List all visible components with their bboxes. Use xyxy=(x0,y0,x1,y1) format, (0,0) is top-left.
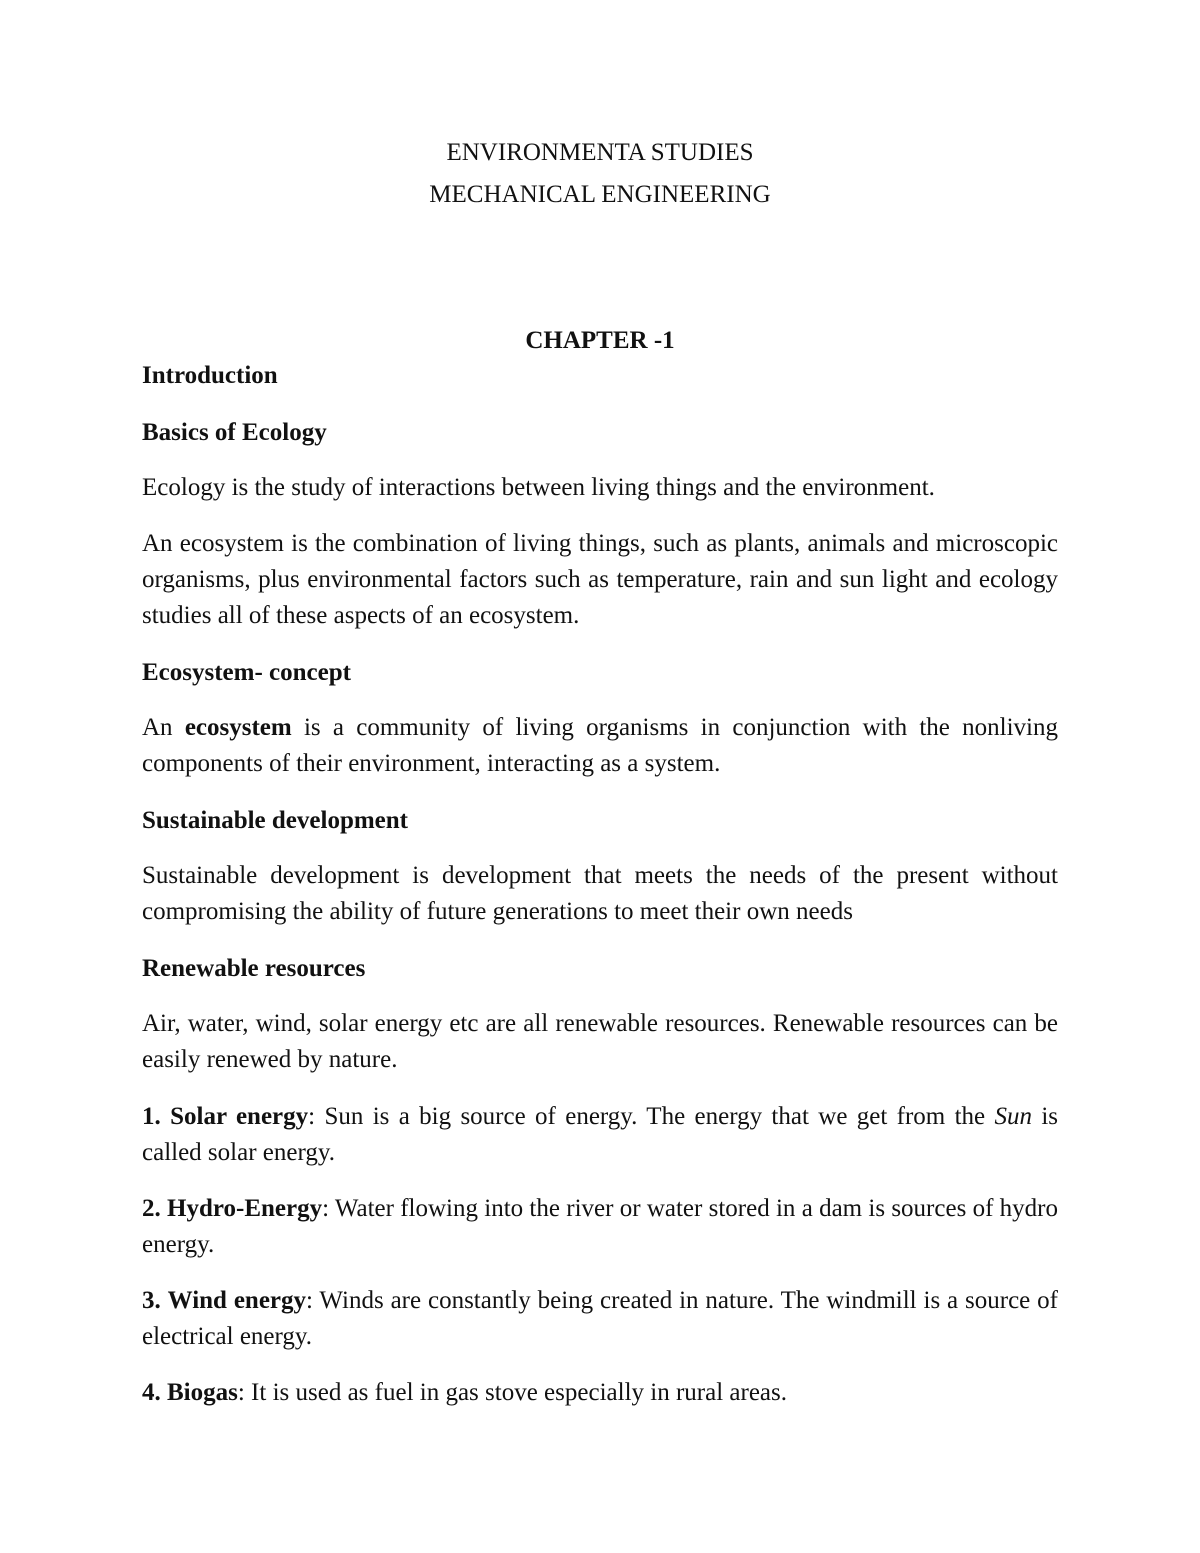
renewable-resources-heading: Renewable resources xyxy=(142,955,366,982)
list-item-term: Solar energy xyxy=(170,1103,309,1130)
document-title-line-1: ENVIRONMENTA STUDIES xyxy=(446,139,754,166)
ecology-definition-paragraph: Ecology is the study of interactions between living things and the environment. xyxy=(142,474,935,501)
sustainable-development-paragraph: Sustainable development is development that meets the needs of the present without compromising the ability of future generations to meet their own needs xyxy=(142,862,1058,925)
list-item-italic: Sun xyxy=(994,1103,1032,1130)
list-item-text: : It is used as fuel in gas stove especially in rural areas. xyxy=(237,1379,787,1406)
ecosystem-bold-term: ecosystem xyxy=(184,714,292,741)
ecosystem-concept-paragraph xyxy=(142,710,1058,782)
list-item-number: 3. xyxy=(142,1287,161,1314)
list-item-solar-energy xyxy=(142,1099,1058,1171)
list-item-number: 1. xyxy=(142,1103,161,1130)
introduction-heading: Introduction xyxy=(142,362,278,389)
list-item-text: : Sun is a big source of energy. The energy that we get from the xyxy=(308,1103,995,1130)
list-item-term: Wind energy xyxy=(167,1287,307,1314)
ecosystem-concept-heading: Ecosystem- concept xyxy=(142,659,351,686)
list-item-number: 4. xyxy=(142,1379,161,1406)
list-item-text: : Water flowing into the river or water stored in a dam is sources of hydro energy. xyxy=(142,1195,1058,1258)
list-item-text: : Winds are constantly being created in nature. The windmill is a source of electrical energy. xyxy=(142,1287,1058,1350)
ecosystem-combination-paragraph: An ecosystem is the combination of living things, such as plants, animals and microscopic organisms, plus environmental factors such as temperature, rain and sun light and ecology studies all of these aspects of an ecosystem. xyxy=(142,530,1058,629)
list-item-text-after: is called solar energy. xyxy=(142,1103,1059,1166)
sustainable-development-heading: Sustainable development xyxy=(142,807,409,834)
list-item-term: Hydro-Energy xyxy=(167,1195,323,1222)
list-item-term: Biogas xyxy=(167,1379,238,1406)
ecosystem-text-rest: is a community of living organisms in conjunction with the nonliving components of their environment, interacting as a system. xyxy=(142,714,1058,777)
list-item-biogas xyxy=(142,1375,1058,1411)
list-item-wind-energy xyxy=(142,1283,1058,1355)
renewable-resources-paragraph: Air, water, wind, solar energy etc are all renewable resources. Renewable resources can be easily renewed by nature. xyxy=(142,1010,1058,1073)
basics-of-ecology-heading: Basics of Ecology xyxy=(142,419,327,446)
list-item-hydro-energy xyxy=(142,1191,1058,1263)
list-item-number: 2. xyxy=(142,1195,161,1222)
ecosystem-text-start: An xyxy=(142,714,185,741)
document-title-line-2: MECHANICAL ENGINEERING xyxy=(429,181,771,208)
chapter-heading: CHAPTER -1 xyxy=(525,327,675,354)
